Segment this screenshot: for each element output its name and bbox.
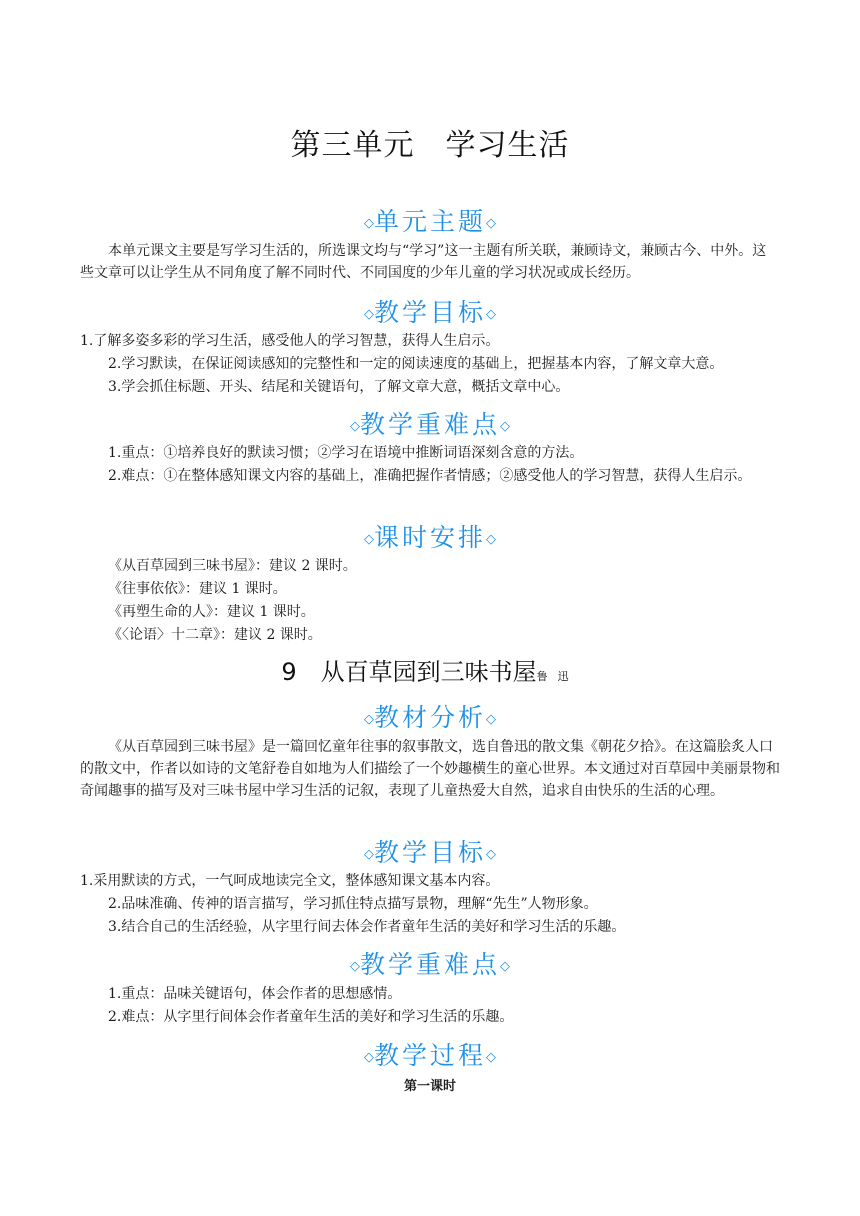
diamond-icon: ◇ xyxy=(363,1050,374,1065)
unit-title: 第三单元 学习生活 xyxy=(290,128,570,163)
diamond-icon: ◇ xyxy=(500,419,510,434)
diamond-icon: ◇ xyxy=(486,847,496,862)
diamond-icon: ◇ xyxy=(363,216,374,231)
section-heading-goals: ◇教学目标◇ xyxy=(363,838,496,867)
goal-item: 1.了解多姿多彩的学习生活，感受他人的学习智慧，获得人生启示。 xyxy=(80,333,500,349)
unit-theme-paragraph: 本单元课文主要是写学习生活的，所选课文均与“学习”这一主题有所关联，兼顾诗文，兼顾古今、中外。这些文章可以让学生从不同角度了解不同时代、不同国度的少年儿童的学习状况或成长经历。 xyxy=(80,243,767,281)
section-heading-difficulty: ◇教学重难点◇ xyxy=(349,410,510,439)
section-heading-process: ◇教学过程◇ xyxy=(363,1041,496,1070)
diamond-icon: ◇ xyxy=(486,307,496,322)
diamond-icon: ◇ xyxy=(349,959,360,974)
analysis-paragraph: 《从百草园到三味书屋》是一篇回忆童年往事的叙事散文，选自鲁迅的散文集《朝花夕拾》。在这篇脍炙人口的散文中，作者以如诗的文笔舒卷自如地为人们描绘了一个妙趣横生的童心世界。本文通过对百草园中美丽景物和奇闻趣事的描写及对三味书屋中学习生活的记叙，表现了儿童热爱大自然，追求自由快乐的生活的心理。 xyxy=(80,739,780,799)
diamond-icon: ◇ xyxy=(363,847,374,862)
goal-item: 2.品味准确、传神的语言描写，学习抓住特点描写景物，理解“先生”人物形象。 xyxy=(108,896,598,912)
goal-item: 1.采用默读的方式，一气呵成地读完全文，整体感知课文基本内容。 xyxy=(80,873,500,889)
diamond-icon: ◇ xyxy=(486,712,496,727)
section-heading-goals: ◇教学目标◇ xyxy=(363,298,496,327)
section-heading-difficulty: ◇教学重难点◇ xyxy=(349,950,510,979)
diamond-icon: ◇ xyxy=(500,959,510,974)
diamond-icon: ◇ xyxy=(486,532,496,547)
lesson-author: 鲁迅 xyxy=(536,670,579,683)
diamond-icon: ◇ xyxy=(363,712,374,727)
difficulty-item: 1.重点：品味关键语句，体会作者的思想感情。 xyxy=(108,986,402,1002)
schedule-item: 《再塑生命的人》：建议 1 课时。 xyxy=(108,604,315,620)
goal-item: 3.结合自己的生活经验，从字里行间去体会作者童年生活的美好和学习生活的乐趣。 xyxy=(108,919,626,935)
difficulty-item: 2.难点：①在整体感知课文内容的基础上，准确把握作者情感；②感受他人的学习智慧，获得人生启示。 xyxy=(108,468,752,484)
lesson-title: 9 从百草园到三味书屋鲁迅 xyxy=(281,658,579,686)
section-heading-schedule: ◇课时安排◇ xyxy=(363,523,496,552)
difficulty-item: 1.重点：①培养良好的默读习惯；②学习在语境中推断词语深刻含意的方法。 xyxy=(108,445,584,461)
goal-item: 3.学会抓住标题、开头、结尾和关键语句，了解文章大意，概括文章中心。 xyxy=(108,379,570,395)
difficulty-item: 2.难点：从字里行间体会作者童年生活的美好和学习生活的乐趣。 xyxy=(108,1009,514,1025)
period-heading: 第一课时 xyxy=(403,1079,456,1094)
diamond-icon: ◇ xyxy=(486,216,496,231)
diamond-icon: ◇ xyxy=(363,307,374,322)
diamond-icon: ◇ xyxy=(363,532,374,547)
diamond-icon: ◇ xyxy=(349,419,360,434)
diamond-icon: ◇ xyxy=(486,1050,496,1065)
schedule-item: 《〈论语〉十二章》：建议 2 课时。 xyxy=(108,627,322,643)
goal-item: 2.学习默读，在保证阅读感知的完整性和一定的阅读速度的基础上，把握基本内容，了解文章大意。 xyxy=(108,356,724,372)
schedule-item: 《往事依依》：建议 1 课时。 xyxy=(108,581,287,597)
section-heading-unit-theme: ◇单元主题◇ xyxy=(363,207,496,236)
schedule-item: 《从百草园到三味书屋》：建议 2 课时。 xyxy=(108,558,357,574)
section-heading-analysis: ◇教材分析◇ xyxy=(363,703,496,732)
